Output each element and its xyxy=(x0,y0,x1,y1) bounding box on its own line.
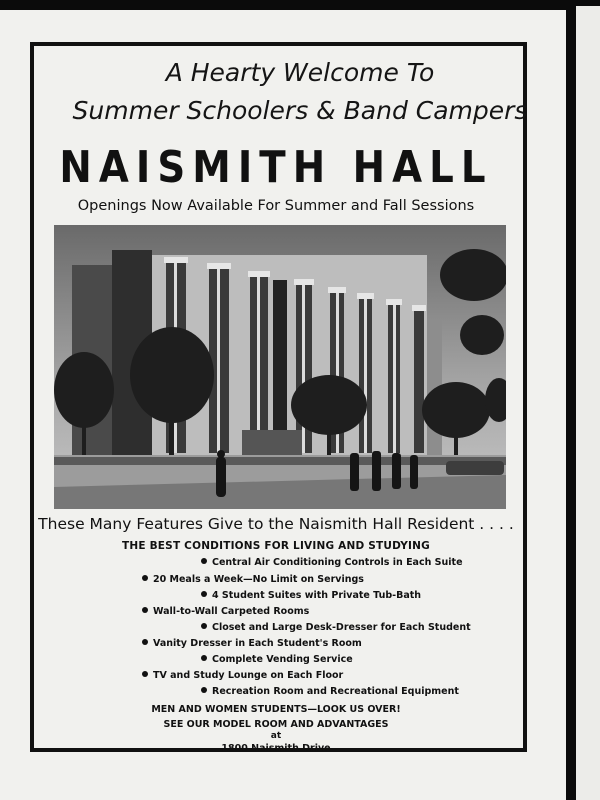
bullet-icon xyxy=(142,607,148,613)
feature-item: Vanity Dresser in Each Student's Room xyxy=(142,638,362,649)
feature-item: Wall-to-Wall Carpeted Rooms xyxy=(142,606,309,617)
feature-item: Closet and Large Desk-Dresser for Each Student xyxy=(201,622,471,633)
adjacent-page-edge xyxy=(576,6,600,800)
bullet-icon xyxy=(201,623,207,629)
headline-line-1: A Hearty Welcome To xyxy=(165,58,435,87)
bullet-icon xyxy=(201,655,207,661)
footer-line-1: MEN AND WOMEN STUDENTS—LOOK US OVER! xyxy=(151,704,401,715)
bullet-icon xyxy=(142,575,148,581)
feature-item: TV and Study Lounge on Each Floor xyxy=(142,670,343,681)
feature-item: Central Air Conditioning Controls in Each Suite xyxy=(201,557,463,568)
feature-item: Complete Vending Service xyxy=(201,654,353,665)
bullet-icon xyxy=(201,558,207,564)
bullet-icon xyxy=(201,687,207,693)
hall-name-title: NAISMITH HALL xyxy=(59,142,493,193)
building-illustration xyxy=(54,225,506,509)
footer-line-2: SEE OUR MODEL ROOM AND ADVANTAGES xyxy=(163,719,389,730)
feature-item: 4 Student Suites with Private Tub-Bath xyxy=(201,590,421,601)
features-subheading: THE BEST CONDITIONS FOR LIVING AND STUDYING xyxy=(122,540,430,552)
bullet-icon xyxy=(201,591,207,597)
feature-item: 20 Meals a Week—No Limit on Servings xyxy=(142,574,364,585)
bullet-icon xyxy=(142,639,148,645)
openings-text: Openings Now Available For Summer and Fall Sessions xyxy=(77,198,475,214)
footer-line-3: at xyxy=(270,731,282,741)
features-heading: These Many Features Give to the Naismith Hall Resident . . . . xyxy=(38,515,514,533)
address-line: 1800 Naismith Drive xyxy=(221,743,331,754)
headline-line-2: Summer Schoolers & Band Campers xyxy=(72,96,528,125)
bullet-icon xyxy=(142,671,148,677)
feature-item: Recreation Room and Recreational Equipment xyxy=(201,686,459,697)
